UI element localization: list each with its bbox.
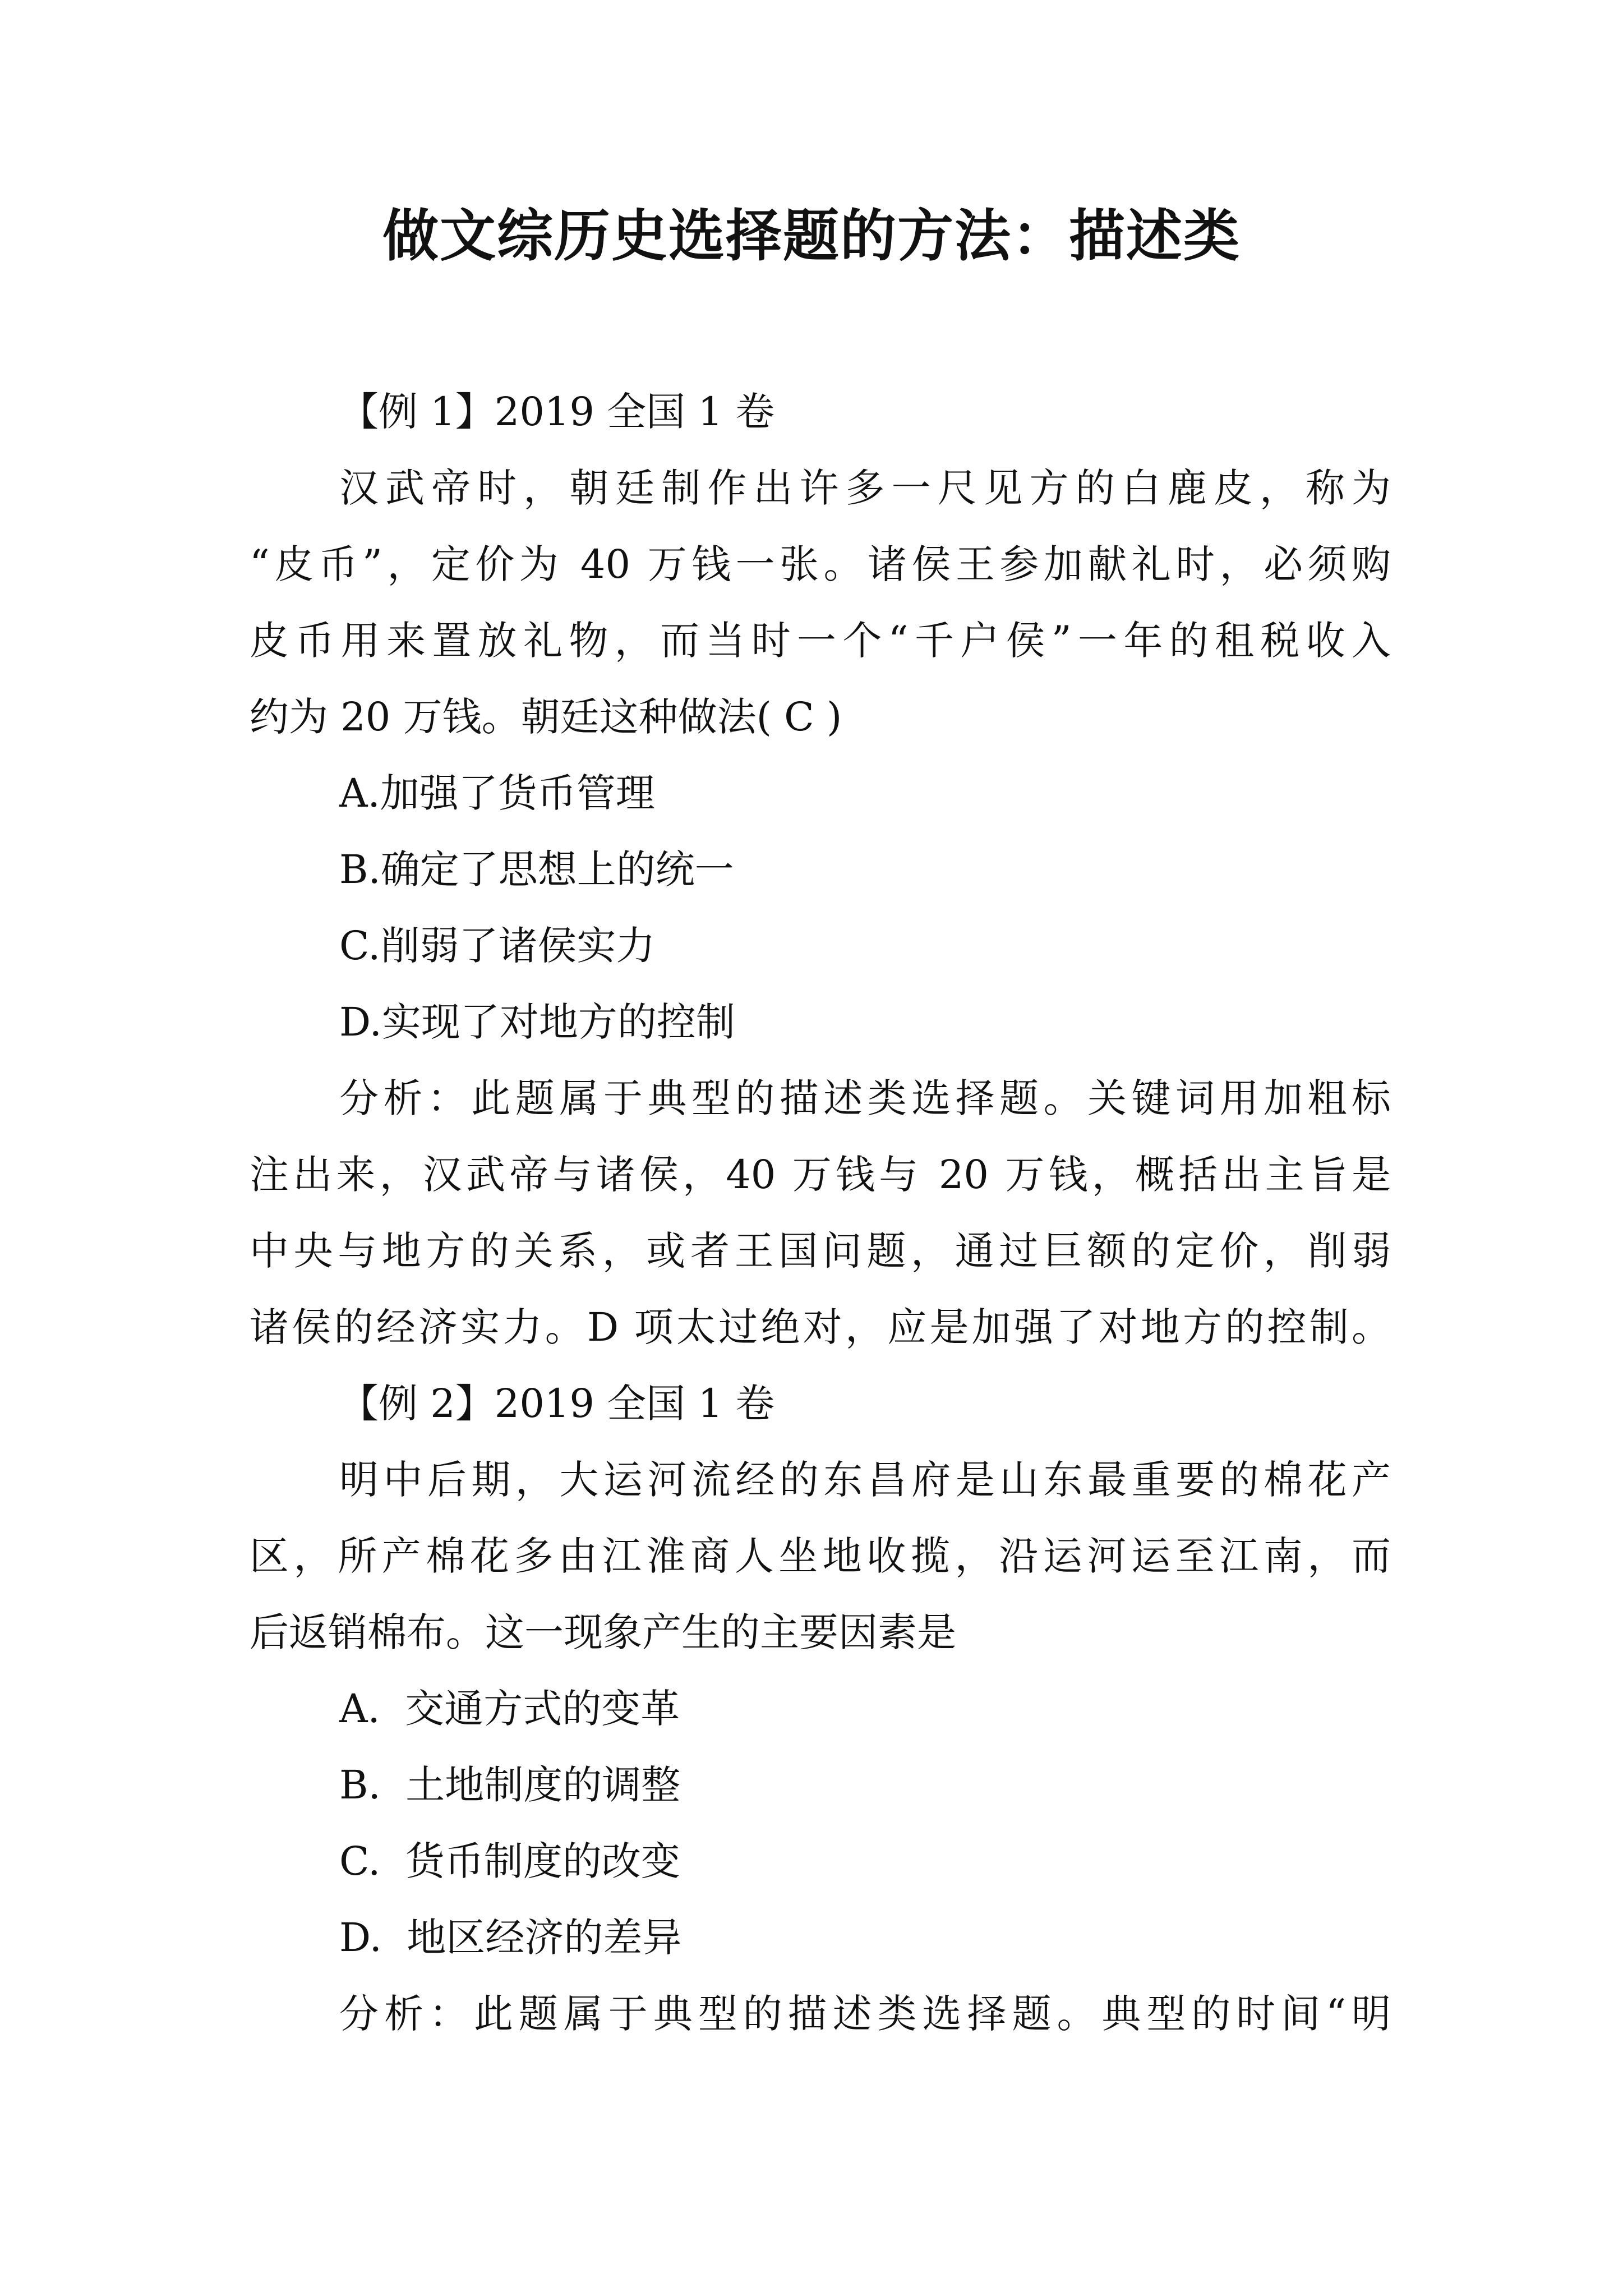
example-1-analysis-line: 注出来，汉武帝与诸侯，40 万钱与 20 万钱，概括出主旨是	[250, 1152, 1391, 1198]
example-1-option-a: A.加强了货币管理	[339, 770, 655, 816]
example-2-header: 【例 2】2019 全国 1 卷	[339, 1381, 775, 1427]
example-1-option-b: B.确定了思想上的统一	[339, 846, 734, 892]
example-1-question-line: 约为 20 万钱。朝廷这种做法( C )	[250, 694, 842, 740]
document-body	[250, 374, 1391, 2052]
example-2-option-c: C. 货币制度的改变	[339, 1838, 680, 1884]
example-1-analysis-line: 诸侯的经济实力。D 项太过绝对，应是加强了对地方的控制。	[250, 1304, 1391, 1350]
example-1-option-c: C.削弱了诸侯实力	[339, 923, 656, 969]
example-1-question-line: “皮币”，定价为 40 万钱一张。诸侯王参加献礼时，必须购	[250, 541, 1391, 587]
example-2-question-line: 区，所产棉花多由江淮商人坐地收揽，沿运河运至江南，而	[250, 1533, 1391, 1579]
example-1-analysis-line: 分析：此题属于典型的描述类选择题。关键词用加粗标	[339, 1075, 1391, 1121]
example-1-question-line: 皮币用来置放礼物，而当时一个“千户侯”一年的租税收入	[250, 618, 1391, 664]
example-1-header: 【例 1】2019 全国 1 卷	[339, 389, 775, 435]
example-2-option-b: B. 土地制度的调整	[339, 1762, 681, 1808]
example-1-question-line: 汉武帝时，朝廷制作出许多一尺见方的白鹿皮，称为	[339, 465, 1391, 511]
example-2-question-line: 明中后期，大运河流经的东昌府是山东最重要的棉花产	[339, 1457, 1391, 1503]
example-1-analysis-line: 中央与地方的关系，或者王国问题，通过巨额的定价，削弱	[250, 1228, 1391, 1274]
example-2-option-a: A. 交通方式的变革	[339, 1686, 680, 1732]
example-1-option-d: D.实现了对地方的控制	[339, 999, 735, 1045]
example-2-question-line: 后返销棉布。这一现象产生的主要因素是	[250, 1609, 956, 1655]
page-title: 做文综历史选择题的方法：描述类	[382, 203, 1241, 269]
example-2-option-d: D. 地区经济的差异	[339, 1915, 682, 1961]
example-2-analysis-line: 分析：此题属于典型的描述类选择题。典型的时间“明	[339, 1991, 1391, 2037]
